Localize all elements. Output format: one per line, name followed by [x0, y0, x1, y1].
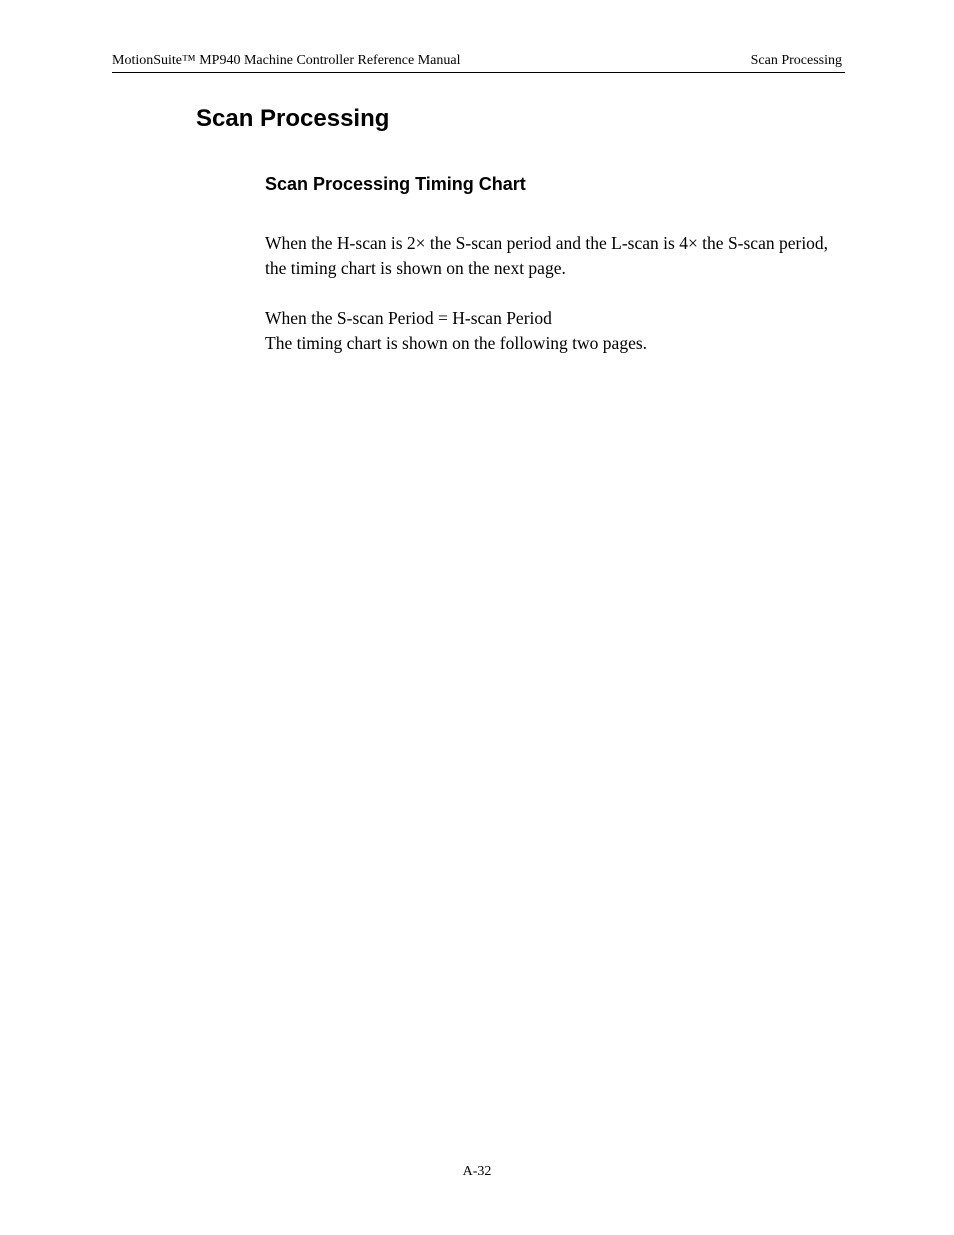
subsection-title: Scan Processing Timing Chart — [265, 174, 526, 194]
header-section-name: Scan Processing — [750, 53, 842, 68]
header-manual-title: MotionSuite™ MP940 Machine Controller Reference Manual — [112, 53, 461, 68]
paragraph-equal-period-line-2: The timing chart is shown on the following two pages. — [265, 333, 648, 353]
section-title: Scan Processing — [196, 105, 390, 132]
paragraph-equal-period — [265, 306, 835, 356]
running-header — [112, 52, 845, 73]
paragraph-equal-period-line-1: When the S-scan Period = H-scan Period — [265, 308, 552, 328]
paragraph-timing-chart-next-page: When the H-scan is 2× the S-scan period and the L-scan is 4× the S-scan period, the timing chart is shown on the next page. — [265, 233, 829, 278]
page-number: A-32 — [462, 1164, 492, 1179]
